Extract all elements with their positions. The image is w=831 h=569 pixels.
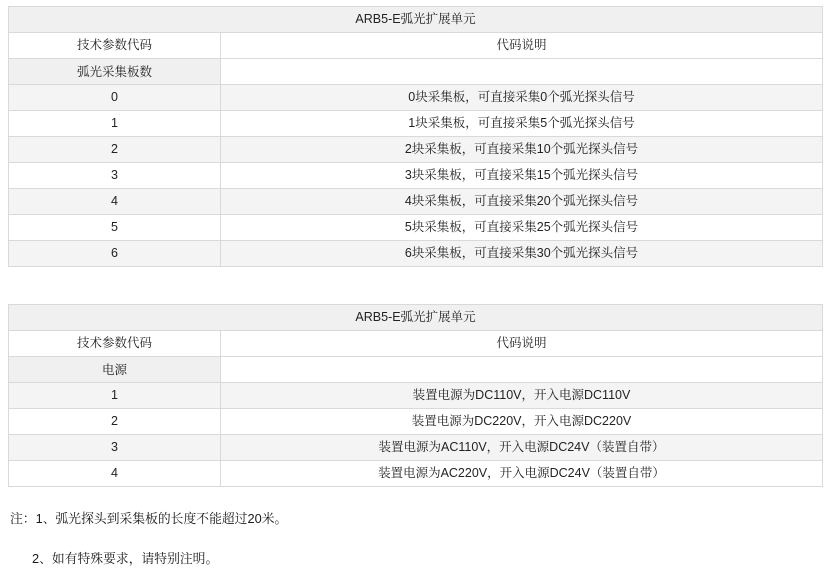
- cell-description: 装置电源为DC220V，开入电源DC220V: [221, 409, 823, 435]
- cell-code: 4: [9, 461, 221, 487]
- column-header-description: 代码说明: [221, 331, 823, 357]
- cell-code: 1: [9, 111, 221, 137]
- cell-code: 0: [9, 85, 221, 111]
- column-header-code: 技术参数代码: [9, 331, 221, 357]
- table-title: ARB5-E弧光扩展单元: [9, 305, 823, 331]
- cell-description: 2块采集板，可直接采集10个弧光探头信号: [221, 137, 823, 163]
- cell-code: 5: [9, 215, 221, 241]
- cell-code: 2: [9, 137, 221, 163]
- spec-table-power-supply: [8, 304, 823, 487]
- cell-code: 6: [9, 241, 221, 267]
- table-row: [9, 435, 823, 461]
- notes-block: [8, 509, 823, 569]
- table-row: [9, 461, 823, 487]
- spec-table-acquisition-boards: [8, 6, 823, 267]
- cell-description: 5块采集板，可直接采集25个弧光探头信号: [221, 215, 823, 241]
- table-row: [9, 163, 823, 189]
- table-group-row: [9, 59, 823, 85]
- cell-code: 1: [9, 383, 221, 409]
- table-title: ARB5-E弧光扩展单元: [9, 7, 823, 33]
- cell-description: 3块采集板，可直接采集15个弧光探头信号: [221, 163, 823, 189]
- group-blank-cell: [221, 59, 823, 85]
- cell-description: 装置电源为AC110V，开入电源DC24V（装置自带）: [221, 435, 823, 461]
- column-header-code: 技术参数代码: [9, 33, 221, 59]
- table-header-row: [9, 33, 823, 59]
- cell-description: 装置电源为AC220V，开入电源DC24V（装置自带）: [221, 461, 823, 487]
- table-title-row: [9, 305, 823, 331]
- table-row: [9, 383, 823, 409]
- cell-code: 4: [9, 189, 221, 215]
- table-row: [9, 409, 823, 435]
- cell-description: 装置电源为DC110V，开入电源DC110V: [221, 383, 823, 409]
- group-label: 电源: [9, 357, 221, 383]
- table-row: [9, 111, 823, 137]
- column-header-description: 代码说明: [221, 33, 823, 59]
- table-row: [9, 241, 823, 267]
- table-spacer: [8, 267, 823, 304]
- table-header-row: [9, 331, 823, 357]
- cell-code: 3: [9, 163, 221, 189]
- note-line-2: 2、如有特殊要求，请特别注明。: [32, 551, 219, 566]
- note-line-1: 注：1、弧光探头到采集板的长度不能超过20米。: [10, 511, 288, 526]
- cell-code: 2: [9, 409, 221, 435]
- table-row: [9, 189, 823, 215]
- table-row: [9, 137, 823, 163]
- table-title-row: [9, 7, 823, 33]
- cell-description: 4块采集板，可直接采集20个弧光探头信号: [221, 189, 823, 215]
- cell-description: 0块采集板，可直接采集0个弧光探头信号: [221, 85, 823, 111]
- group-label: 弧光采集板数: [9, 59, 221, 85]
- cell-description: 6块采集板，可直接采集30个弧光探头信号: [221, 241, 823, 267]
- table-row: [9, 85, 823, 111]
- group-blank-cell: [221, 357, 823, 383]
- cell-description: 1块采集板，可直接采集5个弧光探头信号: [221, 111, 823, 137]
- cell-code: 3: [9, 435, 221, 461]
- table-row: [9, 215, 823, 241]
- table-group-row: [9, 357, 823, 383]
